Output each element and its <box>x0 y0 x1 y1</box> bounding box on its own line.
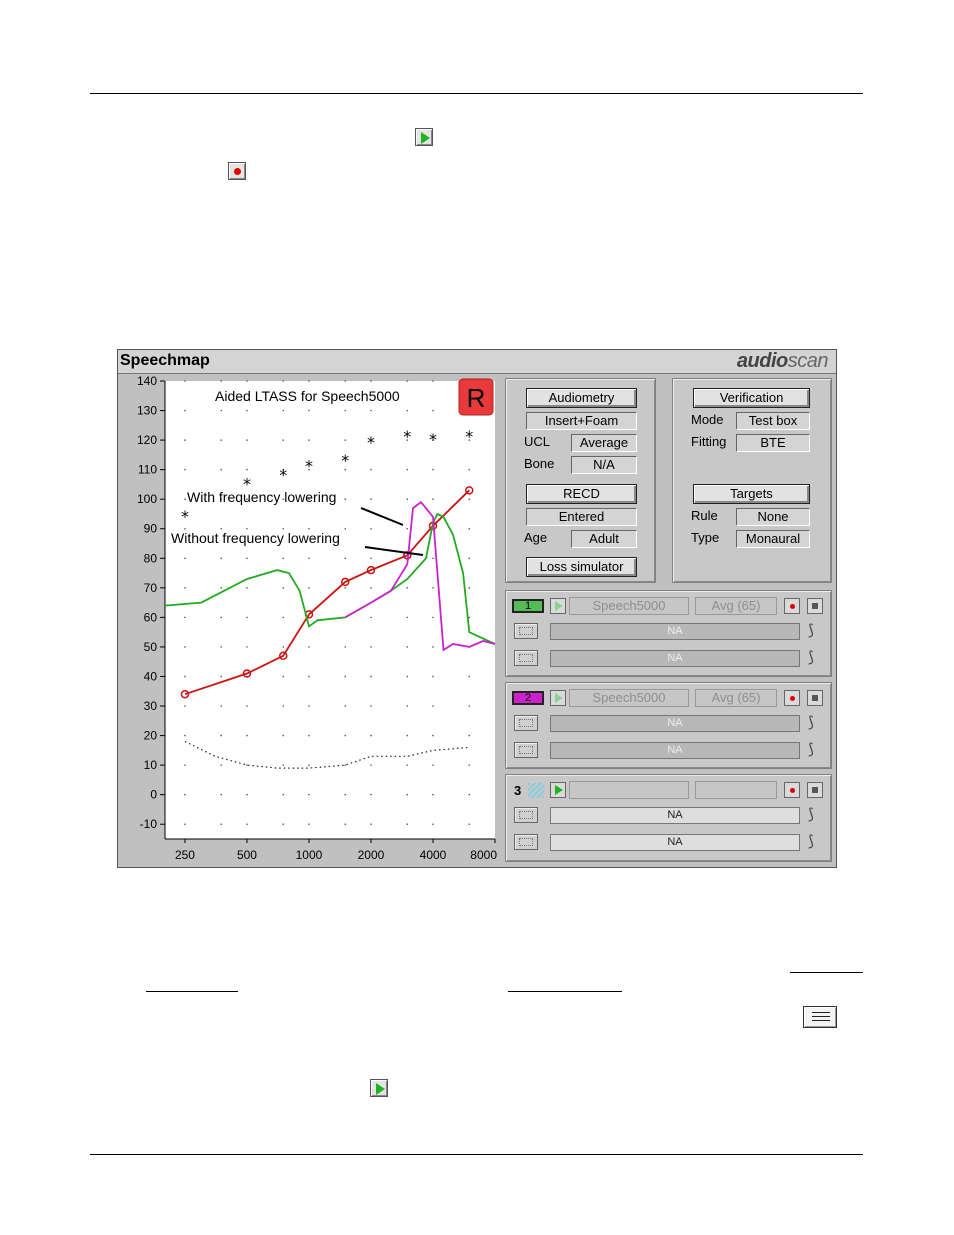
grid-dot <box>308 823 310 825</box>
recd-field[interactable]: Entered <box>526 508 637 526</box>
grid-dot <box>344 823 346 825</box>
speechmap-window <box>117 349 837 868</box>
test-2-level[interactable]: Avg (65) <box>695 689 777 707</box>
grid-dot <box>308 646 310 648</box>
grid-dot <box>432 676 434 678</box>
grid-dot <box>308 794 310 796</box>
grid-dot <box>468 498 470 500</box>
grid-dot <box>246 617 248 619</box>
y-tick-label: 40 <box>143 669 157 684</box>
grid-dot <box>246 587 248 589</box>
grid-dot <box>344 498 346 500</box>
grid-dot <box>406 469 408 471</box>
fitting-field[interactable]: BTE <box>736 434 810 452</box>
test-2-panel <box>505 682 832 769</box>
grid-dot <box>220 823 222 825</box>
grid-dot <box>282 617 284 619</box>
grid-dot <box>282 380 284 382</box>
grid-dot <box>406 676 408 678</box>
grid-dot <box>432 823 434 825</box>
grid-dot <box>432 735 434 737</box>
grid-dot <box>370 528 372 530</box>
age-label: Age <box>524 530 548 545</box>
type-label: Type <box>691 530 720 545</box>
y-tick-label: 120 <box>136 433 157 448</box>
grid-dot <box>184 735 186 737</box>
grid-dot <box>406 735 408 737</box>
grid-dot <box>184 587 186 589</box>
grid-dot <box>370 764 372 766</box>
grid-dot <box>184 646 186 648</box>
grid-dot <box>246 557 248 559</box>
test-3-row1-button[interactable] <box>514 807 538 823</box>
mode-field[interactable]: Test box <box>736 412 810 430</box>
test-3-row2-ear-icon[interactable]: ⟆ <box>808 833 814 850</box>
ucl-asterisk-point: * <box>428 430 437 450</box>
grid-dot <box>282 735 284 737</box>
grid-dot <box>406 823 408 825</box>
test-1-swatch[interactable]: 1 <box>512 599 544 613</box>
verification-button[interactable]: Verification <box>693 388 810 408</box>
test-1-stimulus[interactable]: Speech5000 <box>569 597 689 615</box>
grid-dot <box>468 557 470 559</box>
right-ear-label: R <box>466 383 486 413</box>
x-tick-label: 500 <box>236 848 257 862</box>
ucl-asterisk-point: * <box>279 465 288 485</box>
window-title: Speechmap <box>120 352 210 369</box>
grid-dot <box>344 528 346 530</box>
grid-dot <box>432 380 434 382</box>
grid-dot <box>184 794 186 796</box>
grid-dot <box>184 498 186 500</box>
grid-dot <box>344 676 346 678</box>
grid-dot <box>220 705 222 707</box>
y-tick-label: 20 <box>143 728 157 743</box>
bone-field[interactable]: N/A <box>571 456 637 474</box>
annotation-with-lowering: With frequency lowering <box>187 489 337 505</box>
grid-dot <box>406 380 408 382</box>
grid-dot <box>432 764 434 766</box>
title-bar <box>118 350 836 374</box>
test-1-row1-button[interactable] <box>514 623 538 639</box>
test-2-row2-bar: NA <box>550 742 800 759</box>
mode-label: Mode <box>691 412 724 427</box>
test-3-row2-bar: NA <box>550 834 800 851</box>
grid-dot <box>406 705 408 707</box>
grid-dot <box>184 823 186 825</box>
grid-dot <box>370 498 372 500</box>
grid-dot <box>308 735 310 737</box>
type-field[interactable]: Monaural <box>736 530 810 548</box>
x-tick-label: 8000 <box>470 848 497 862</box>
y-tick-label: 10 <box>143 758 157 773</box>
ucl-field[interactable]: Average <box>571 434 637 452</box>
grid-dot <box>406 794 408 796</box>
grid-dot <box>432 705 434 707</box>
grid-dot <box>282 705 284 707</box>
grid-dot <box>220 380 222 382</box>
x-tick-label: 4000 <box>419 848 447 862</box>
age-field[interactable]: Adult <box>571 530 637 548</box>
grid-dot <box>432 646 434 648</box>
grid-dot <box>344 735 346 737</box>
grid-dot <box>220 646 222 648</box>
grid-dot <box>184 380 186 382</box>
grid-dot <box>220 735 222 737</box>
ucl-asterisk-point: * <box>403 427 412 447</box>
grid-dot <box>344 410 346 412</box>
grid-dot <box>344 705 346 707</box>
grid-dot <box>344 380 346 382</box>
y-tick-label: 80 <box>143 551 157 566</box>
grid-dot <box>432 617 434 619</box>
audiometry-button[interactable]: Audiometry <box>526 388 637 408</box>
grid-dot <box>344 794 346 796</box>
test-2-stimulus[interactable]: Speech5000 <box>569 689 689 707</box>
x-tick-label: 2000 <box>357 848 385 862</box>
fitting-label: Fitting <box>691 434 727 449</box>
test-1-row1-bar: NA <box>550 623 800 640</box>
grid-dot <box>370 410 372 412</box>
grid-dot <box>184 439 186 441</box>
test-3-row1-bar: NA <box>550 807 800 824</box>
annotation-without-lowering: Without frequency lowering <box>171 530 340 546</box>
y-tick-label: 110 <box>137 462 157 477</box>
targets-button[interactable]: Targets <box>693 484 810 504</box>
grid-dot <box>308 587 310 589</box>
ucl-asterisk-point: * <box>341 450 350 470</box>
grid-dot <box>246 410 248 412</box>
grid-dot <box>370 676 372 678</box>
grid-dot <box>344 439 346 441</box>
y-tick-label: 0 <box>150 787 157 802</box>
test-1-level[interactable]: Avg (65) <box>695 597 777 615</box>
grid-dot <box>468 676 470 678</box>
grid-dot <box>282 764 284 766</box>
test-1-row2-bar: NA <box>550 650 800 667</box>
grid-dot <box>246 794 248 796</box>
test-1-stop-icon[interactable] <box>807 598 823 614</box>
grid-dot <box>282 794 284 796</box>
test-3-number: 3 <box>514 783 522 798</box>
grid-dot <box>432 557 434 559</box>
grid-dot <box>220 410 222 412</box>
x-tick-label: 250 <box>174 848 195 862</box>
grid-dot <box>344 587 346 589</box>
grid-dot <box>184 557 186 559</box>
grid-dot <box>370 705 372 707</box>
play-button-icon <box>415 128 433 146</box>
grid-dot <box>220 469 222 471</box>
grid-dot <box>370 735 372 737</box>
grid-dot <box>406 528 408 530</box>
test-1-panel <box>505 590 832 677</box>
grid-dot <box>432 498 434 500</box>
audiometry-panel <box>505 378 656 583</box>
grid-dot <box>184 469 186 471</box>
grid-dot <box>468 823 470 825</box>
logo-main-text: audio <box>736 350 788 372</box>
grid-dot <box>282 410 284 412</box>
grid-dot <box>468 794 470 796</box>
grid-dot <box>282 557 284 559</box>
grid-dot <box>282 676 284 678</box>
y-tick-label: 30 <box>143 699 157 714</box>
grid-dot <box>406 410 408 412</box>
grid-dot <box>370 469 372 471</box>
logo-tail-text: scan <box>787 350 828 372</box>
x-tick-label: 1000 <box>295 848 323 862</box>
grid-dot <box>468 528 470 530</box>
y-tick-label: 90 <box>143 521 157 536</box>
grid-dot <box>308 410 310 412</box>
grid-dot <box>220 764 222 766</box>
loss-simulator-button[interactable]: Loss simulator <box>526 557 637 577</box>
test-2-record-icon[interactable] <box>784 690 800 706</box>
y-tick-label: 140 <box>136 375 157 388</box>
grid-dot <box>468 764 470 766</box>
grid-dot <box>246 823 248 825</box>
speechmap-chart <box>121 375 499 867</box>
ucl-label: UCL <box>524 434 551 449</box>
bone-label: Bone <box>524 456 555 471</box>
grid-dot <box>220 676 222 678</box>
grid-dot <box>432 794 434 796</box>
ucl-asterisk-point: * <box>366 433 375 453</box>
grid-dot <box>184 705 186 707</box>
grid-dot <box>246 646 248 648</box>
grid-dot <box>246 380 248 382</box>
list-button-icon <box>803 1006 837 1028</box>
grid-dot <box>282 646 284 648</box>
y-tick-label: 100 <box>136 492 157 507</box>
y-tick-label: 70 <box>143 580 157 595</box>
grid-dot <box>344 557 346 559</box>
test-3-play-icon[interactable] <box>550 782 566 798</box>
grid-dot <box>184 764 186 766</box>
grid-dot <box>370 380 372 382</box>
test-1-row2-button[interactable] <box>514 650 538 666</box>
footer-rule <box>90 1154 863 1155</box>
grid-dot <box>370 646 372 648</box>
test-3-level[interactable] <box>695 781 777 799</box>
test-2-row1-ear-icon[interactable]: ⟆ <box>808 714 814 731</box>
grid-dot <box>184 410 186 412</box>
grid-dot <box>246 764 248 766</box>
grid-dot <box>370 557 372 559</box>
test-3-record-icon[interactable] <box>784 782 800 798</box>
grid-dot <box>370 587 372 589</box>
grid-dot <box>246 735 248 737</box>
grid-dot <box>308 439 310 441</box>
grid-dot <box>432 587 434 589</box>
chart-title: Aided LTASS for Speech5000 <box>215 388 400 404</box>
grid-dot <box>246 705 248 707</box>
y-tick-label: 130 <box>136 403 157 418</box>
test-2-play-icon[interactable] <box>550 690 566 706</box>
recd-button[interactable]: RECD <box>526 484 637 504</box>
grid-dot <box>220 794 222 796</box>
grid-dot <box>308 676 310 678</box>
test-2-stop-icon[interactable] <box>807 690 823 706</box>
test-3-stop-icon[interactable] <box>807 782 823 798</box>
grid-dot <box>308 764 310 766</box>
grid-dot <box>406 587 408 589</box>
grid-dot <box>406 764 408 766</box>
grid-dot <box>282 439 284 441</box>
grid-dot <box>432 410 434 412</box>
grid-dot <box>308 380 310 382</box>
grid-dot <box>406 498 408 500</box>
test-3-hatch-icon[interactable] <box>528 783 544 798</box>
verification-panel <box>672 378 832 583</box>
grid-dot <box>370 794 372 796</box>
test-3-row2-button[interactable] <box>514 834 538 850</box>
test-1-play-icon[interactable] <box>550 598 566 614</box>
ucl-asterisk-point: * <box>180 506 189 526</box>
grid-dot <box>406 617 408 619</box>
grid-dot <box>308 557 310 559</box>
grid-dot <box>370 823 372 825</box>
test-1-record-icon[interactable] <box>784 598 800 614</box>
y-tick-label: -10 <box>139 817 157 832</box>
grid-dot <box>344 646 346 648</box>
rule-field[interactable]: None <box>736 508 810 526</box>
test-2-row2-ear-icon[interactable]: ⟆ <box>808 741 814 758</box>
grid-dot <box>468 469 470 471</box>
transducer-field[interactable]: Insert+Foam <box>526 412 637 430</box>
grid-dot <box>468 705 470 707</box>
test-3-row1-ear-icon[interactable]: ⟆ <box>808 806 814 823</box>
test-1-row1-ear-icon[interactable]: ⟆ <box>808 622 814 639</box>
plot-area <box>165 381 495 839</box>
ucl-asterisk-point: * <box>242 474 251 494</box>
link-underline-left <box>146 991 238 992</box>
link-underline-right <box>790 972 863 973</box>
grid-dot <box>406 646 408 648</box>
test-2-row1-button[interactable] <box>514 715 538 731</box>
grid-dot <box>220 587 222 589</box>
grid-dot <box>344 764 346 766</box>
grid-dot <box>282 587 284 589</box>
grid-dot <box>308 705 310 707</box>
grid-dot <box>370 617 372 619</box>
grid-dot <box>246 439 248 441</box>
grid-dot <box>468 735 470 737</box>
play-button-icon-lower <box>370 1079 388 1097</box>
test-3-panel <box>505 774 832 862</box>
grid-dot <box>220 439 222 441</box>
y-tick-label: 50 <box>143 639 157 654</box>
y-tick-label: 60 <box>143 610 157 625</box>
grid-dot <box>184 676 186 678</box>
grid-dot <box>246 469 248 471</box>
grid-dot <box>220 557 222 559</box>
record-button-icon <box>228 162 246 180</box>
header-rule <box>90 93 863 94</box>
audioscan-logo <box>737 350 828 373</box>
ucl-asterisk-point: * <box>465 427 474 447</box>
grid-dot <box>220 617 222 619</box>
rule-label: Rule <box>691 508 718 523</box>
test-1-row2-ear-icon[interactable]: ⟆ <box>808 649 814 666</box>
link-underline-middle <box>508 991 622 992</box>
test-2-row1-bar: NA <box>550 715 800 732</box>
grid-dot <box>184 617 186 619</box>
grid-dot <box>282 823 284 825</box>
ucl-asterisk-point: * <box>304 456 313 476</box>
test-3-stimulus[interactable] <box>569 781 689 799</box>
test-2-row2-button[interactable] <box>514 742 538 758</box>
grid-dot <box>432 469 434 471</box>
test-2-swatch[interactable]: 2 <box>512 691 544 705</box>
grid-dot <box>468 587 470 589</box>
